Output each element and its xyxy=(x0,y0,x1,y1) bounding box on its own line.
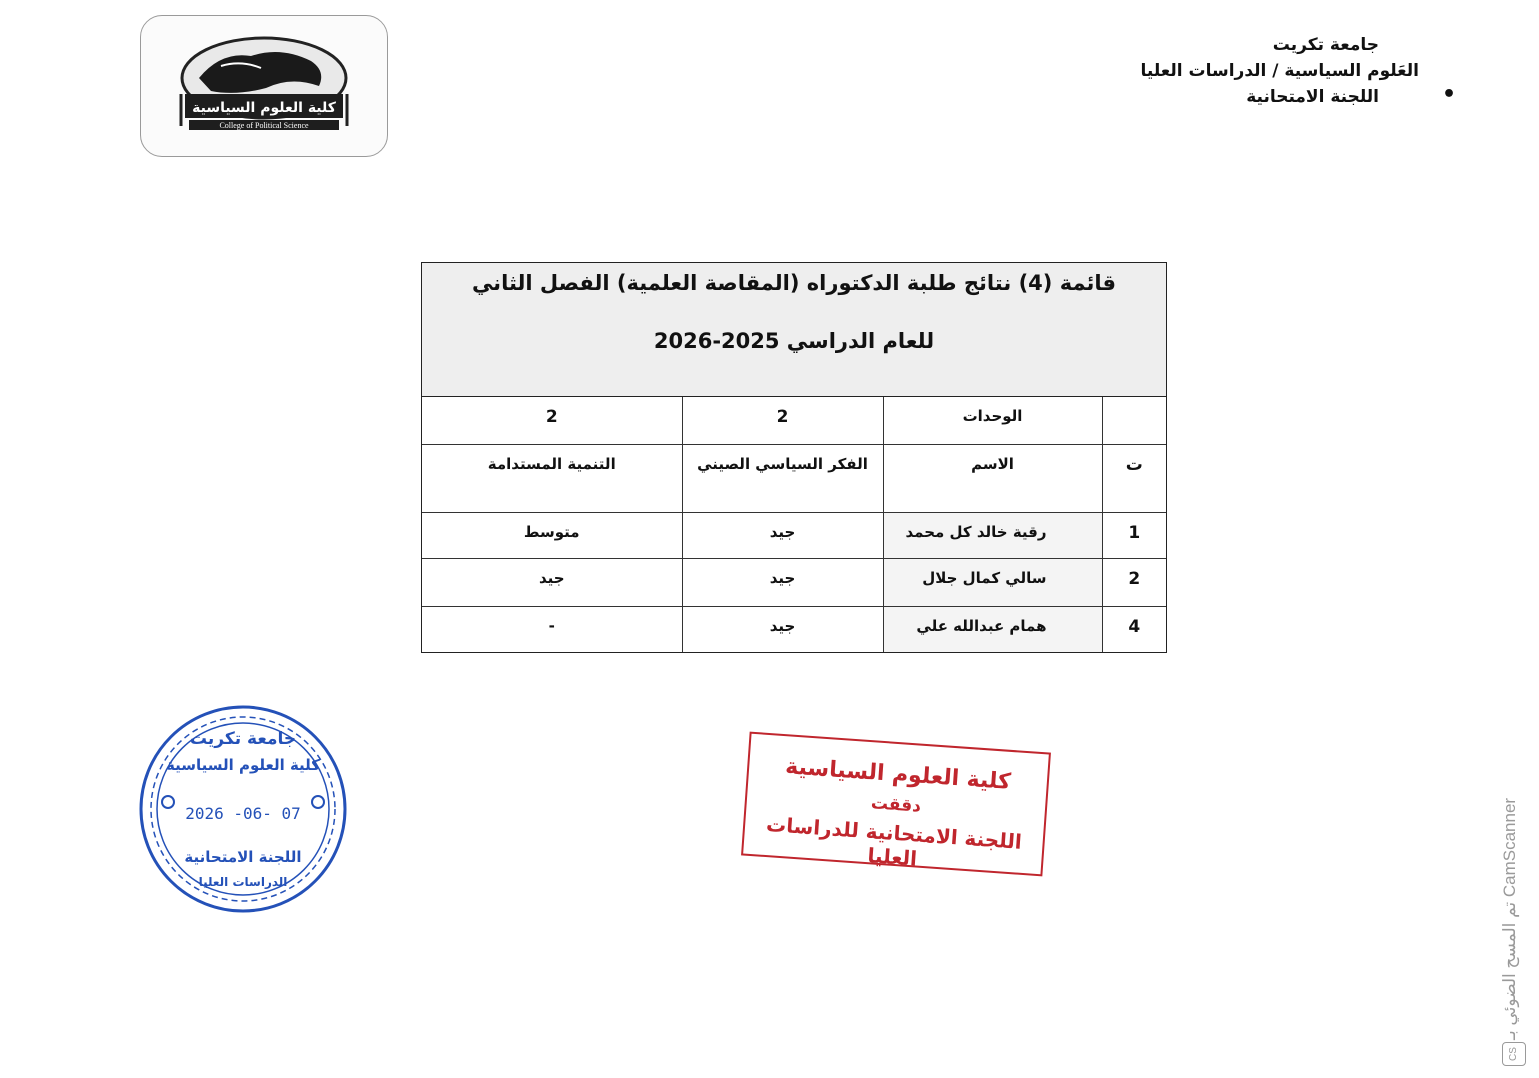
blue-official-stamp xyxy=(138,702,348,917)
grade-cell: جيد xyxy=(422,558,682,606)
index-header: ت xyxy=(1102,444,1166,512)
red-checked-stamp xyxy=(741,732,1051,877)
table-row xyxy=(422,558,1166,606)
student-name: سالي كمال جلال xyxy=(883,558,1102,606)
course-header: التنمية المستدامة xyxy=(422,444,682,512)
row-index: 2 xyxy=(1102,558,1166,606)
row-index: 4 xyxy=(1102,606,1166,652)
table-title-area xyxy=(422,263,1166,397)
watermark-text: تم المسح الضوئي بـ CamScanner xyxy=(1500,797,1519,1040)
name-header: الاسم xyxy=(883,444,1102,512)
grade-cell: - xyxy=(422,606,682,652)
units-value: 2 xyxy=(682,397,883,444)
units-row xyxy=(422,397,1166,444)
units-label: الوحدات xyxy=(883,397,1102,444)
units-value: 2 xyxy=(422,397,682,444)
camscanner-watermark xyxy=(1500,770,1528,1070)
grade-cell: جيد xyxy=(682,512,883,558)
department-name: العَلوم السياسية / الدراسات العليا xyxy=(1140,61,1419,81)
camscanner-icon: CS xyxy=(1502,1042,1526,1066)
grade-cell: متوسط xyxy=(422,512,682,558)
stamp-emblem-icon xyxy=(312,796,324,808)
committee-name: اللجنة الامتحانية xyxy=(1246,87,1379,107)
header-row xyxy=(422,444,1166,512)
course-header: الفكر السياسي الصيني xyxy=(682,444,883,512)
blank-cell xyxy=(1102,397,1166,444)
grade-cell: جيد xyxy=(682,558,883,606)
letterhead xyxy=(1019,32,1419,110)
table-title: قائمة (4) نتائج طلبة الدكتوراه (المقاصة العلمية) الفصل الثاني xyxy=(471,271,1117,295)
bullet-dot-icon: • xyxy=(1442,82,1457,107)
grades-grid xyxy=(422,397,1166,652)
red-stamp-checked: دققت xyxy=(870,793,922,817)
table-row xyxy=(422,606,1166,652)
results-table xyxy=(421,262,1167,653)
globe-logo-icon xyxy=(141,16,387,156)
college-logo xyxy=(140,15,388,157)
red-stamp-committee: اللجنة الامتحانية للدراسات العليا xyxy=(765,812,1023,871)
student-name: همام عبدالله علي xyxy=(883,606,1102,652)
logo-arabic-text: كلية العلوم السياسية xyxy=(192,100,336,116)
red-stamp-college: كلية العلوم السياسية xyxy=(784,754,1012,795)
table-subtitle: للعام الدراسي 2025-2026 xyxy=(653,329,935,353)
student-name: رقية خالد كل محمد xyxy=(883,512,1102,558)
logo-english-text: College of Political Science xyxy=(219,121,309,130)
table-row xyxy=(422,512,1166,558)
stamp-date: 2026 -06- 07 xyxy=(185,804,301,823)
university-name: جامعة تكريت xyxy=(1272,35,1379,55)
stamp-university: جامعة تكريت xyxy=(189,729,297,749)
stamp-college: كلية العلوم السياسية xyxy=(165,756,321,774)
stamp-emblem-icon xyxy=(162,796,174,808)
stamp-postgrad: الدراسات العليا xyxy=(198,875,288,889)
row-index: 1 xyxy=(1102,512,1166,558)
grade-cell: جيد xyxy=(682,606,883,652)
stamp-committee: اللجنة الامتحانية xyxy=(184,848,302,866)
